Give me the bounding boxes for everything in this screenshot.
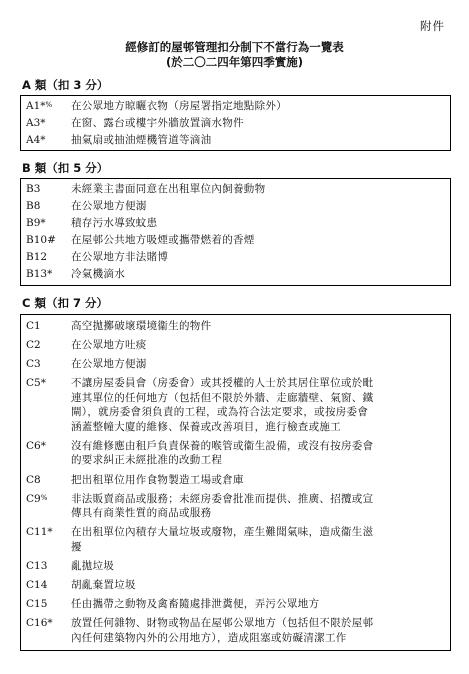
table-row <box>21 376 450 434</box>
item-description-line: 把出租單位用作食物製造工場或倉庫 <box>71 473 244 486</box>
section-c-table <box>20 314 451 651</box>
item-mark: % <box>40 493 48 502</box>
table-row <box>21 133 450 148</box>
item-description <box>71 597 446 612</box>
item-description-line: 在出租單位內積存大量垃圾或廢物，產生難聞氣味，造成衞生滋 <box>71 526 374 539</box>
item-code: C5* <box>26 377 46 390</box>
item-description-line: 放置任何雜物、財物或物品在屋邨公眾地方（包括但不限於屋邨 <box>71 617 374 630</box>
item-code: C15 <box>26 598 48 610</box>
section-b-table <box>20 178 451 286</box>
table-row <box>21 319 450 334</box>
table-row <box>21 357 450 372</box>
table-row <box>21 492 450 521</box>
document-subtitle: (於二〇二四年第四季實施) <box>165 55 303 69</box>
item-mark: % <box>45 101 53 109</box>
item-code: B10# <box>26 234 56 246</box>
item-description-line: 連其單位的任何地方（包括但不限於外牆、走廊牆壁、氣窗、鐵 <box>71 391 374 404</box>
document-title: 經修訂的屋邨管理扣分制下不當行為一覽表 <box>125 40 344 54</box>
item-code: C3 <box>26 358 41 371</box>
item-description <box>71 376 446 434</box>
item-description <box>71 357 446 372</box>
item-description-line: 任由攜帶之動物及禽畜隨處排泄糞便，弄污公眾地方 <box>71 598 320 610</box>
table-row <box>21 439 450 468</box>
item-description: 未經業主書面同意在出租單位內飼養動物 <box>71 183 266 195</box>
item-description <box>71 338 446 353</box>
item-description-line: 非法販賣商品或服務；未經房委會批准而提供、推廣、招攬或宣 <box>71 492 374 505</box>
item-description <box>71 525 446 554</box>
item-description-line: 在公眾地方吐痰 <box>71 339 147 352</box>
item-description-line: 不讓房屋委員會（房委會）或其授權的人士於其居住單位或於毗 <box>71 377 374 390</box>
item-description-line: 胡亂棄置垃圾 <box>71 578 136 591</box>
table-row <box>21 616 450 645</box>
table-row <box>21 597 450 612</box>
item-description-line: 在公眾地方便溺 <box>71 358 147 371</box>
item-description-line: 傳具有商業性質的商品或服務 <box>71 507 212 520</box>
item-description <box>71 578 446 593</box>
section-a-table <box>20 95 451 151</box>
item-description: 積存污水導致蚊患 <box>71 217 158 229</box>
table-row <box>21 525 450 554</box>
item-description <box>71 559 446 574</box>
table-row <box>21 559 450 574</box>
item-description <box>71 473 446 488</box>
item-code: C1 <box>26 320 41 332</box>
item-code: C13 <box>26 559 48 572</box>
item-code: C14 <box>26 578 48 591</box>
item-description-line: 沒有維修應由租戶負責保養的喉管或衞生設備，或沒有按房委會 <box>71 439 374 452</box>
item-code: B3 <box>26 183 41 195</box>
item-description <box>71 492 446 521</box>
item-description-line: 擾 <box>71 540 82 553</box>
item-code: C9 <box>26 492 41 505</box>
item-code: A1* <box>26 100 46 112</box>
table-row <box>21 338 450 353</box>
section-b-heading: B 類（扣 5 分） <box>22 161 109 175</box>
item-code: A4* <box>26 134 46 146</box>
item-code: C6* <box>26 439 46 452</box>
section-c-heading: C 類（扣 7 分） <box>22 296 108 310</box>
item-description: 在窗、露台或樓宇外牆放置滴水物件 <box>71 117 244 129</box>
item-description: 在公眾地方非法賭博 <box>71 251 169 263</box>
item-description <box>71 439 446 468</box>
table-row <box>21 116 450 131</box>
item-description: 在公眾地方便溺 <box>71 200 147 212</box>
item-description <box>71 319 446 334</box>
item-description <box>71 616 446 645</box>
item-description: 在公眾地方晾曬衣物（房屋署指定地點除外） <box>71 100 287 112</box>
table-row <box>21 473 450 488</box>
item-description: 冷氣機滴水 <box>71 268 125 280</box>
item-code: C11* <box>26 526 53 539</box>
item-description-line: 涵蓋整幢大廈的維修、保養或改善項目，進行檢查或施工 <box>71 420 341 433</box>
item-code: B9* <box>26 217 46 229</box>
item-code: C2 <box>26 339 41 352</box>
table-row <box>21 578 450 593</box>
table-row <box>21 99 450 114</box>
item-description: 在屋邨公共地方吸煙或攜帶燃着的香煙 <box>71 234 255 246</box>
item-description-line: 內任何建築物內外的公用地方），造成阻塞或妨礙清潔工作 <box>71 631 347 644</box>
annex-label: 附件 <box>420 19 445 33</box>
item-code: C8 <box>26 473 41 486</box>
item-code: B13* <box>26 268 53 280</box>
item-description-line: 閘），就房委會須負責的工程，或為符合法定要求，或按房委會 <box>71 406 369 419</box>
item-description: 抽氣扇或抽油煙機管道等滴油 <box>71 134 212 146</box>
item-code: B8 <box>26 200 41 212</box>
item-code: B12 <box>26 251 48 263</box>
section-a-heading: A 類（扣 3 分） <box>22 78 109 92</box>
item-description-line: 的要求糾正未經批准的改動工程 <box>71 454 223 467</box>
item-code: A3* <box>26 117 46 129</box>
item-description-line: 亂拋垃圾 <box>71 559 115 572</box>
item-description-line: 高空拋擲破壞環境衞生的物件 <box>71 320 212 332</box>
item-code: C16* <box>26 617 53 630</box>
